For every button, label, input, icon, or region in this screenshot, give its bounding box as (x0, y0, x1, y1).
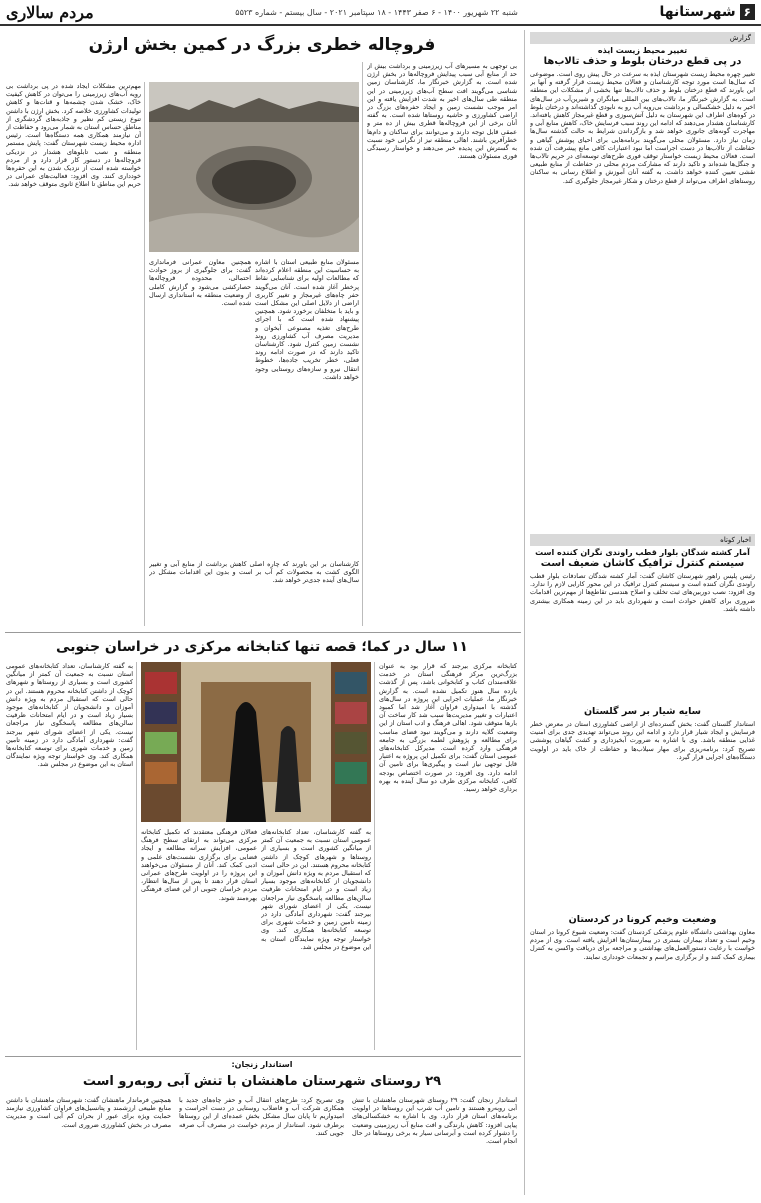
report-tag: گزارش (530, 32, 755, 44)
article1-col4: همچنین معاون عمرانی فرمانداری گفت: برای جلوگیری از بروز حوادث احتمالی، محدوده فروچاله‌ها حصارکشی می‌شود و گزارش کاملی از وضعیت منطقه به استانداری ارسال شده است. (149, 258, 251, 308)
article2-divider-2 (136, 662, 137, 1050)
article3-col2: وی تصریح کرد: طرح‌های انتقال آب و حفر چاه‌های جدید با همکاری شرکت آب و فاضلاب روستایی در دست اجراست و امیدواریم تا پایان سال مشکل بخش عمده‌ای از این روستاها برطرف شود. استاندار از مردم خواست در مصرف آب صرفه جویی کنند. (179, 1096, 344, 1137)
article1-col5: کارشناسان بر این باورند که چاره اصلی کاهش برداشت از منابع آبی و تغییر الگوی کشت به محصولات کم آب بر است و بدون این اقدامات مشکل در سال‌های آینده جدی‌تر خواهد شد. (149, 560, 359, 585)
article1-headline: فروچاله خطری بزرگ در کمین بخش ارژن (88, 35, 436, 55)
article2-headline: ۱۱ سال در کما؛ قصه تنها کتابخانه مرکزی در خراسان جنوبی (56, 639, 468, 655)
news1-body: رئیس پلیس راهور شهرستان کاشان گفت: آمار کشته شدگان تصادفات بلوار قطب راوندی نگران کننده است و سیستم کنترل ترافیک در این محور کارایی لازم را ندارد. وی افزود: نصب دوربین‌های ثبت تخلف و اصلاح هندسی تقاطع‌ها از مهم‌ترین اقدامات ضروری برای کاهش حوادث است و شهرداری باید در این زمینه همکاری بیشتری داشته باشد. (530, 572, 755, 613)
report-title: در پی قطع درختان بلوط و حذف تالاب‌ها (543, 56, 742, 67)
sidebar (530, 32, 755, 1108)
section-name: شهرستانها (659, 4, 736, 20)
section-number: ۶ (740, 4, 755, 20)
news2-title: سایه شیار بر سر گلستان (583, 706, 702, 717)
news1-title: سیستم کنترل ترافیک کاشان ضعیف است (540, 558, 745, 569)
sidebar-divider (524, 30, 525, 1195)
sinkhole-photo (149, 82, 359, 252)
article3-headline: ۲۹ روستای شهرستان ماهنشان با تنش آبی روبه‌رو است (82, 1074, 442, 1089)
news1-subtitle: آمار کشته شدگان بلوار قطب راوندی نگران کننده است (535, 548, 750, 557)
library-image (141, 662, 371, 822)
article2-divider (374, 662, 375, 1050)
article-separator-1 (5, 632, 521, 633)
library-photo (141, 662, 371, 822)
news3-body: معاون بهداشتی دانشگاه علوم پزشکی کردستان گفت: وضعیت شیوع کرونا در استان وخیم است و تعداد بیماران بستری در بیمارستان‌ها افزایش یافته است. وی از مردم خواست با رعایت دستورالعمل‌های بهداشتی و مراجعه برای دریافت واکسن به کنترل بیماری کمک کنند و از برگزاری مراسم و تجمعات خودداری نمایند. (530, 928, 755, 961)
report-subtitle: تغییر محیط زیست ایذه (597, 46, 688, 55)
article1-col2: مسئولان منابع طبیعی استان با اشاره به حساسیت این منطقه اعلام کرده‌اند که مطالعات اولیه برای شناسایی نقاط پرخطر آغاز شده است. آنان می‌گویند حفر چاه‌های غیرمجاز و تغییر کاربری اراضی از دلایل اصلی این مشکل است و باید با متخلفان برخورد شود. همچنین پیشنهاد شده است که با اجرای طرح‌های تغذیه مصنوعی آبخوان و مدیریت مصرف آب کشاورزی روند نشست زمین کنترل شود. کارشناسان تاکید دارند که در صورت ادامه روند فعلی، خطر تخریب جاده‌ها، خطوط انتقال نیرو و سازه‌های روستایی وجود خواهد داشت. (255, 258, 359, 381)
issue-info: شنبه ۲۲ شهریور ۱۴۰۰ - ۶ صفر ۱۴۴۳ - ۱۸ سپتامبر ۲۰۲۱ - سال بیستم - شماره ۵۵۲۳ (235, 7, 518, 17)
article3-col3: همچنین فرماندار ماهنشان گفت: شهرستان ماهنشان با داشتن منابع طبیعی ارزشمند و پتانسیل‌های فراوان کشاورزی نیازمند حمایت ویژه برای عبور از بحران کم آبی است و مدیریت مصرف در بخش کشاورزی ضروری است. (6, 1096, 171, 1129)
article2-col2: به گفته کارشناسان، تعداد کتابخانه‌های عمومی استان نسبت به جمعیت آن کمتر از میانگین کشوری است و بسیاری از روستاها و شهرهای کوچک از داشتن کتابخانه محروم هستند. این در حالی است که استقبال مردم به ویژه دانش آموزان و دانشجویان از کتابخانه‌های موجود بسیار زیاد است و در ایام امتحانات ظرفیت سالن‌های مطالعه پاسخگوی نیاز مراجعان نیست. یکی از اعضای شورای شهر بیرجند گفت: شهرداری آمادگی دارد در زمینه تامین زمین و خدمات شهری برای توسعه کتابخانه‌ها همکاری کند. وی خواستار توجه ویژه نمایندگان استان به این موضوع در مجلس شد. (261, 828, 371, 951)
article2-col4: به گفته کارشناسان، تعداد کتابخانه‌های عمومی استان نسبت به جمعیت آن کمتر از میانگین کشوری است و بسیاری از روستاها و شهرهای کوچک از داشتن کتابخانه محروم هستند. این در حالی است که استقبال مردم به ویژه دانش آموزان و دانشجویان از کتابخانه‌های موجود بسیار زیاد است و در ایام امتحانات ظرفیت سالن‌های مطالعه پاسخگوی نیاز مراجعان نیست. یکی از اعضای شورای شهر بیرجند گفت: شهرداری آمادگی دارد در زمینه تامین زمین و خدمات شهری برای توسعه کتابخانه‌ها همکاری کند. وی خواستار توجه ویژه نمایندگان استان به این موضوع در مجلس شد. (6, 662, 133, 769)
news3-title: وضعیت وخیم کرونا در کردستان (568, 914, 717, 925)
article1-divider (362, 62, 363, 626)
article1-col1: بی توجهی به مسیرهای آب زیرزمینی و برداشت بیش از حد از منابع آبی سبب پیدایش فروچاله‌ها در بخش ارژن شده است. به گزارش خبرنگار ما، کارشناسان زمین شناسی می‌گویند افت سطح آب‌های زیرزمینی در این منطقه طی سال‌های اخیر به شدت افزایش یافته و این امر موجب نشست زمین و ایجاد حفره‌های بزرگ در اراضی کشاورزی و حاشیه روستاها شده است. به گفته آنان برخی از این فروچاله‌ها قطری بیش از ده متر و عمقی قابل توجه دارند و می‌توانند برای ساکنان و دام‌ها خطرآفرین باشند. اهالی منطقه نیز از نگرانی خود نسبت به گسترش این پدیده خبر می‌دهند و خواستار رسیدگی فوری مسئولان هستند. (367, 62, 517, 161)
page-header (0, 0, 761, 26)
sinkhole-image (149, 82, 359, 252)
newspaper-logo: مردم سالاری (6, 2, 94, 22)
news-tag: اخبار کوتاه (530, 534, 755, 546)
article1-col3: مهم‌ترین مشکلات ایجاد شده در پی برداشت بی رویه آب‌های زیرزمینی را می‌توان در کاهش کیفیت خاک، خشک شدن چشمه‌ها و قنات‌ها و کاهش تولیدات کشاورزی خلاصه کرد. بخش ارژن با داشتن تنوع زیستی کم نظیر و جاذبه‌های گردشگری از مناطق حساس استان به شمار می‌رود و حفاظت از آن نیازمند همکاری همه دستگاه‌ها است. رئیس اداره محیط زیست شهرستان گفت: پایش مستمر منطقه و نصب تابلوهای هشدار در نزدیکی فروچاله‌ها در دستور کار قرار دارد و از مردم خواسته شده است از نزدیک شدن به این حفره‌ها خودداری کنند. وی افزود: فعالیت‌های عمرانی در حریم این مناطق تا اطلاع ثانوی متوقف خواهد شد. (6, 82, 141, 189)
article2-col1: کتابخانه مرکزی بیرجند که قرار بود به عنوان بزرگ‌ترین مرکز فرهنگی استان در خدمت علاقه‌مندان کتاب و کتابخوانی باشد، پس از گذشت یازده سال هنوز تکمیل نشده است. به گزارش خبرنگار ما، عملیات اجرایی این پروژه در سال‌های گذشته با امیدواری فراوان آغاز شد اما کمبود اعتبارات و تغییر مدیریت‌ها سبب شد کار ساخت آن بارها متوقف شود. اهالی فرهنگ و ادب استان از این وضعیت گلایه دارند و می‌گویند نبود فضای مناسب برای مطالعه و پژوهش لطمه بزرگی به جامعه فرهنگی وارد کرده است. مدیرکل کتابخانه‌های عمومی استان گفت: برای تکمیل این پروژه به اعتبار قابل توجهی نیاز است و پیگیری‌ها برای تامین آن ادامه دارد. وی افزود: در صورت اختصاص بودجه کافی، کتابخانه مرکزی ظرف دو سال آینده به بهره برداری خواهد رسید. (379, 662, 517, 794)
news2-body: استاندار گلستان گفت: بخش گسترده‌ای از اراضی کشاورزی استان در معرض خطر فرسایش و ایجاد شیار قرار دارد و ادامه این روند می‌تواند تهدیدی جدی برای امنیت غذایی منطقه باشد. وی با اشاره به ضرورت آبخیزداری و کشت گیاهان پوششی تصریح کرد: برنامه‌ریزی برای مهار سیلاب‌ها و حفاظت از خاک باید در اولویت دستگاه‌های اجرایی قرار گیرد. (530, 720, 755, 761)
article3-col1: استاندار زنجان گفت: ۲۹ روستای شهرستان ماهنشان با تنش آبی روبه‌رو هستند و تامین آب شرب این روستاها در اولویت برنامه‌های استان قرار دارد. وی با اشاره به خشکسالی‌های پیاپی افزود: کاهش بارندگی و افت منابع آب زیرزمینی وضعیت را دشوار کرده است و آبرسانی سیار به برخی روستاها در حال انجام است. (352, 1096, 517, 1146)
article2-col3: فعالان فرهنگی معتقدند که تکمیل کتابخانه مرکزی می‌تواند به ارتقای سطح فرهنگ عمومی، افزایش سرانه مطالعه و ایجاد فضایی برای برگزاری نشست‌های علمی و ادبی کمک کند. آنان از مسئولان می‌خواهند این پروژه را در اولویت طرح‌های عمرانی استان قرار دهند تا پس از سال‌ها انتظار، مردم خراسان جنوبی از این فضای فرهنگی بهره‌مند شوند. (141, 828, 257, 902)
article1-divider-2 (144, 82, 145, 626)
article-separator-2 (5, 1056, 521, 1057)
article3-kicker: استاندار زنجان: (231, 1060, 293, 1069)
report-body: تغییر چهره محیط زیست شهرستان ایذه به سرعت در حال پیش روی است. موضوعی که سال‌ها است مورد توجه کارشناسان و فعالان محیط زیست قرار گرفته و آنها بر این باورند که قطع درختان بلوط و حذف تالاب‌ها تنها بخشی از مشکلات این منطقه است. به گزارش خبرنگار ما، تالاب‌های بین المللی میانگران و شیرین‌آب در سال‌های اخیر به دلیل خشکسالی و برداشت بی‌رویه آب رو به نابودی گذاشته‌اند و درختان بلوط در کوه‌های اطراف این شهرستان به دلیل آتش‌سوزی و قطع غیرمجاز کاهش یافته‌اند. کارشناسان هشدار می‌دهند که ادامه این روند سبب فرسایش خاک، کاهش منابع آبی و مهاجرت گونه‌های جانوری خواهد شد و بازگرداندن شرایط به حالت گذشته سال‌ها زمان نیاز دارد. مسئولان محلی می‌گویند برنامه‌هایی برای احیای پوشش گیاهی و حفاظت از تالاب‌ها در دست اجراست اما نبود اعتبارات کافی مانع پیشرفت آن شده است. فعالان محیط زیست خواستار توقف فوری طرح‌های توسعه‌ای در حریم تالاب‌ها و جنگل‌ها شده‌اند و تاکید دارند که مشارکت مردم محلی در حفاظت از منابع طبیعی نقشی تعیین کننده خواهد داشت. به گفته آنان آموزش و اطلاع رسانی به ساکنان روستاهای اطراف می‌تواند از قطع درختان و شکار غیرمجاز جلوگیری کند. (530, 70, 755, 185)
section-tag (659, 4, 755, 20)
